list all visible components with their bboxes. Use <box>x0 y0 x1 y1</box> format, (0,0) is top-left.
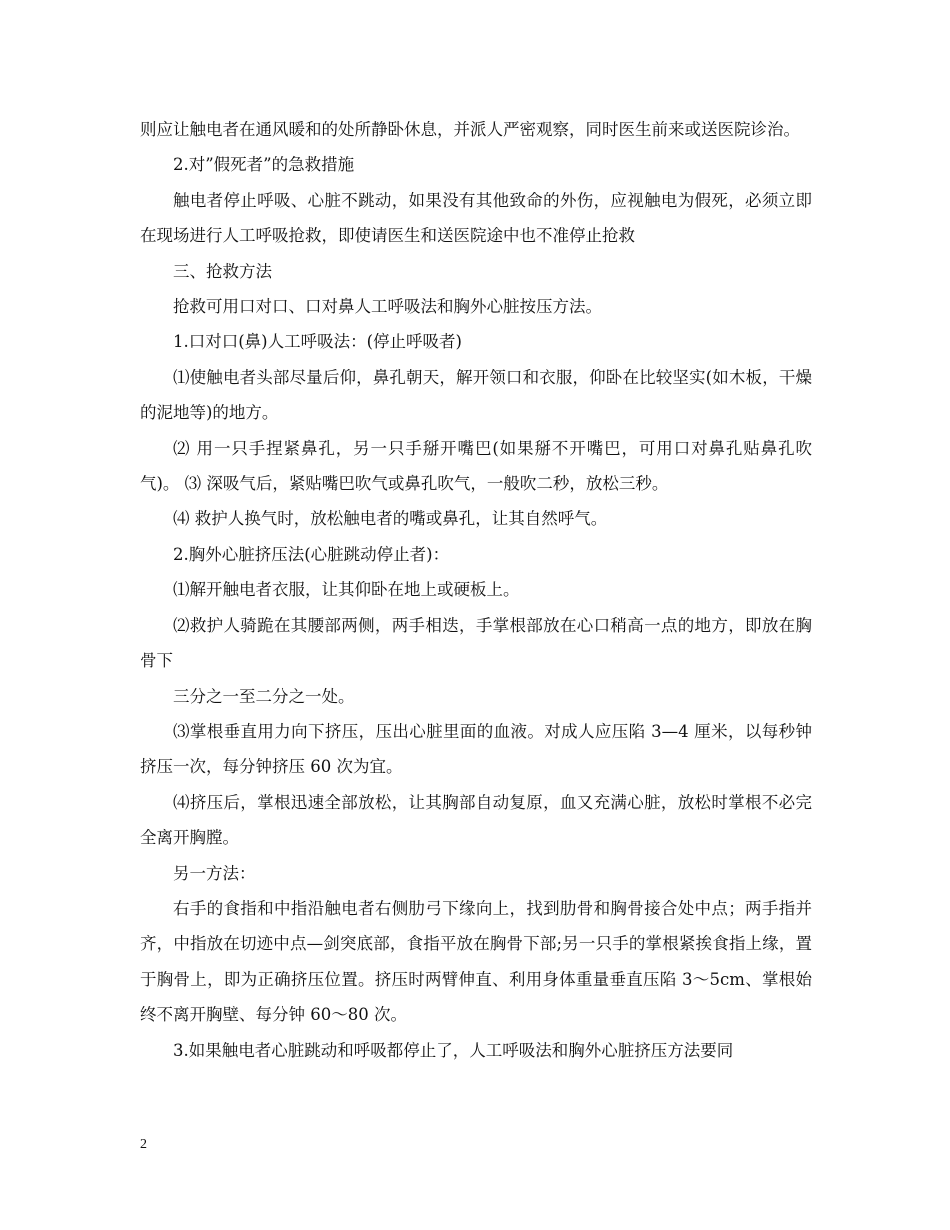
paragraph-12: ⑵救护人骑跪在其腰部两侧，两手相迭，手掌根部放在心口稍高一点的地方，即放在胸骨下 <box>140 615 812 671</box>
paragraph-5: 抢救可用口对口、口对鼻人工呼吸法和胸外心脏按压方法。 <box>173 297 602 317</box>
paragraph-8: ⑵ 用一只手捏紧鼻孔，另一只手掰开嘴巴(如果掰不开嘴巴，可用口对鼻孔贴鼻孔吹气)。 ⑶ 深吸气后，紧贴嘴巴吹气或鼻孔吹气，一般吹二秒，放松三秒。 <box>140 438 812 494</box>
paragraph-6: 1.口对口(鼻)人工呼吸法：(停止呼吸者) <box>173 332 462 352</box>
paragraph-9: ⑷ 救护人换气时，放松触电者的嘴或鼻孔，让其自然呼气。 <box>173 509 608 529</box>
paragraph-18: 3.如果触电者心脏跳动和呼吸都停止了，人工呼吸法和胸外心脏挤压方法要同 <box>173 1040 734 1060</box>
paragraph-13: 三分之一至二分之一处。 <box>173 686 355 706</box>
paragraph-7: ⑴使触电者头部尽量后仰，鼻孔朝天，解开领口和衣服，仰卧在比较坚实(如木板，干燥的泥地等)的地方。 <box>140 367 812 423</box>
page-number: 2 <box>140 1137 147 1152</box>
document-body <box>140 112 812 1068</box>
section-heading: 三、抢救方法 <box>173 261 272 281</box>
paragraph-14: ⑶掌根垂直用力向下挤压，压出心脏里面的血液。对成人应压陷 3—4 厘米，以每秒钟挤压一次，每分钟挤压 60 次为宜。 <box>140 721 812 777</box>
paragraph-11: ⑴解开触电者衣服，让其仰卧在地上或硬板上。 <box>173 580 520 600</box>
paragraph-2: 2.对”假死者”的急救措施 <box>173 155 355 175</box>
paragraph-10: 2.胸外心脏挤压法(心脏跳动停止者)： <box>173 544 450 564</box>
paragraph-17: 右手的食指和中指沿触电者右侧肋弓下缘向上，找到肋骨和胸骨接合处中点；两手指并齐，中指放在切迹中点—剑突底部，食指平放在胸骨下部;另一只手的掌根紧挨食指上缘，置于胸骨上，即为正确挤压位置。挤压时两臂伸直、利用身体重量垂直压陷 3～5cm、掌根始终不离开胸壁、每分钟 60～80 次。 <box>140 898 812 1025</box>
paragraph-1: 则应让触电者在通风暖和的处所静卧休息，并派人严密观察，同时医生前来或送医院诊治。 <box>140 120 800 139</box>
paragraph-3: 触电者停止呼吸、心脏不跳动，如果没有其他致命的外伤，应视触电为假死，必须立即在现场进行人工呼吸抢救，即使请医生和送医院途中也不准停止抢救 <box>140 190 812 246</box>
paragraph-15: ⑷挤压后，掌根迅速全部放松，让其胸部自动复原，血又充满心脏，放松时掌根不必完全离开胸膛。 <box>140 792 812 848</box>
paragraph-16: 另一方法： <box>173 863 256 883</box>
